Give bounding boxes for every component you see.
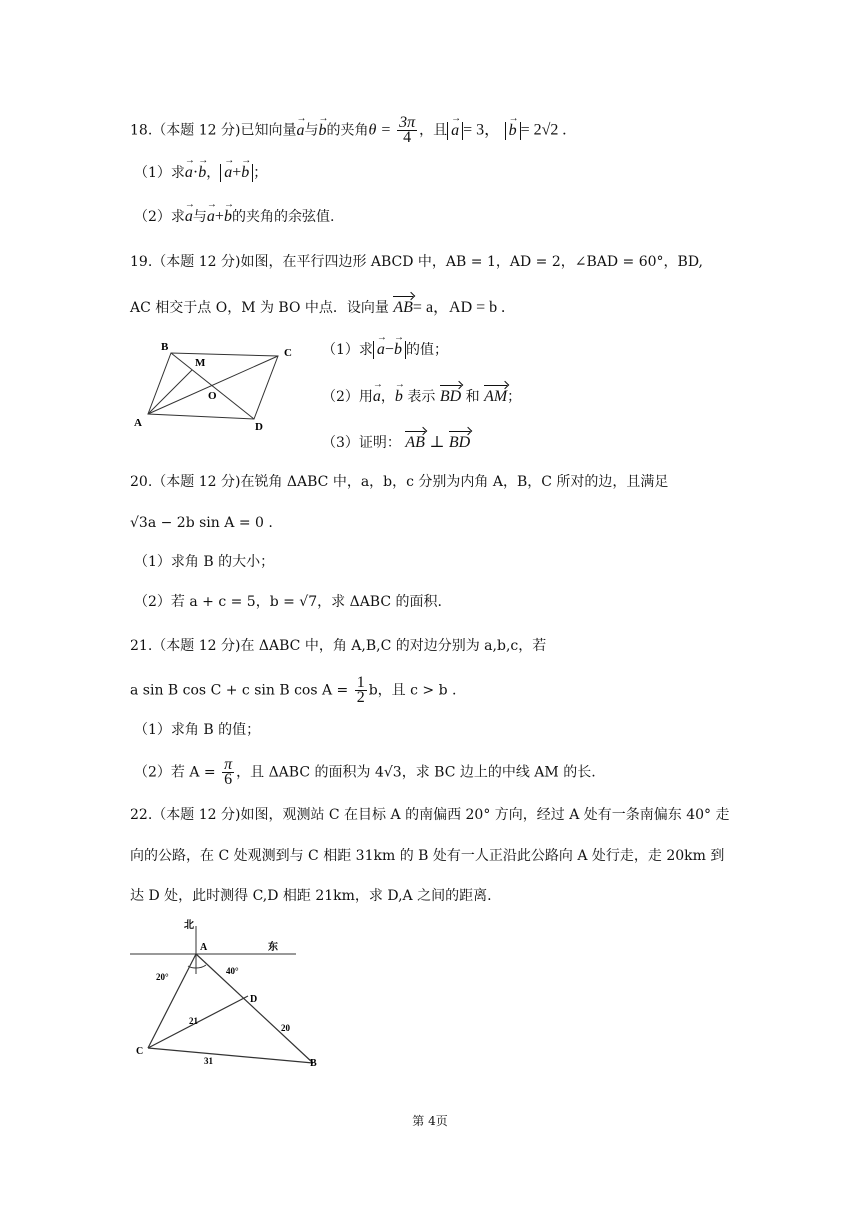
segment-AM bbox=[148, 370, 192, 414]
label-length-DB: 20 bbox=[281, 1023, 290, 1033]
q20-line1: 20.（本题 12 分)在锐角 ΔABC 中，a，b，c 分别为内角 A，B，C 所对的边，且满足 bbox=[130, 474, 669, 490]
q19-part1: （1）求→ a−→ b 的值； bbox=[322, 340, 448, 360]
q19-part3: （3）证明： AB ⊥ BD bbox=[322, 434, 471, 451]
vector-BD: BD bbox=[439, 388, 462, 405]
label-angle-40: 40° bbox=[226, 966, 239, 976]
q19-line1: 19.（本题 12 分)如图，在平行四边形 ABCD 中，AB = 1，AD = 2，∠BAD = 60°，BD, bbox=[130, 254, 704, 270]
theta-label: θ = bbox=[368, 121, 396, 139]
q21-part2: （2）若 A = $\frac{\pi}{6}$ ，且 ΔABC 的面积为 4√3，求 BC 边上的中线 AM 的长. bbox=[134, 756, 596, 788]
label-length-CB: 31 bbox=[204, 1056, 213, 1066]
label-north: 北 bbox=[184, 920, 194, 931]
label-angle-20: 20° bbox=[156, 972, 169, 982]
q20-line2: √3a − 2b sin A = 0 . bbox=[130, 515, 273, 531]
vector-b: → b bbox=[318, 121, 326, 141]
label-B: B bbox=[310, 1058, 317, 1069]
segment-CD bbox=[148, 996, 248, 1048]
label-D: D bbox=[250, 994, 258, 1005]
q19-part2: （2）用→ a，→ b 表示 BD 和 AM； bbox=[322, 387, 521, 407]
road-AB bbox=[196, 954, 313, 1063]
vector-AB: AB bbox=[393, 299, 413, 316]
label-length-CD: 21 bbox=[189, 1016, 198, 1026]
q20-part2: （2）若 a + c = 5，b = √7，求 ΔABC 的面积. bbox=[134, 594, 442, 610]
abs-a-plus-b: → a+→ b bbox=[220, 164, 253, 182]
vector-AM: AM bbox=[484, 388, 508, 405]
q22-line2: 向的公路，在 C 处观测到与 C 相距 31km 的 B 处有一人正沿此公路向 A 处行走，走 20km 到 bbox=[130, 848, 725, 864]
label-O: O bbox=[208, 390, 217, 402]
parallelogram-figure bbox=[128, 336, 308, 436]
label-M: M bbox=[195, 357, 206, 369]
label-C: C bbox=[136, 1046, 144, 1057]
q18-line1: 18.（本题 12 分)已知向量→ a与→ b的夹角θ = $\frac{3\pi}{4}$ ，且→ a = 3， → b = 2√2 . bbox=[130, 116, 566, 145]
diagonal-BD bbox=[171, 353, 254, 419]
q21-line2: a sin B cos C + c sin B cos A = $\frac{1}{2}$ b，且 c > b . bbox=[130, 674, 457, 706]
q22-line1: 22.（本题 12 分)如图，观测站 C 在目标 A 的南偏西 20° 方向，经过 A 处有一条南偏东 40° 走 bbox=[130, 807, 730, 823]
label-east: 东 bbox=[268, 942, 278, 953]
diagonal-AC bbox=[148, 356, 278, 414]
page-number: 第 4页 bbox=[412, 1114, 448, 1128]
pi-over-6: $\frac{\pi}{6}$ bbox=[224, 756, 233, 788]
q22-line3: 达 D 处，此时测得 C,D 相距 21km，求 D,A 之间的距离. bbox=[130, 888, 492, 904]
vector-a: → a bbox=[296, 121, 304, 141]
segment-CB bbox=[148, 1048, 313, 1063]
abs-b: → b bbox=[505, 122, 521, 140]
angle-arc-40 bbox=[196, 965, 206, 968]
theta-fraction: $\frac{3\pi}{4}$ bbox=[399, 114, 416, 146]
label-D: D bbox=[255, 421, 263, 433]
segment-AC bbox=[148, 954, 196, 1048]
q20-part1: （1）求角 B 的大小； bbox=[134, 554, 275, 570]
half-fraction: $\frac{1}{2}$ bbox=[356, 674, 365, 706]
q19-line2: AC 相交于点 O，M 为 BO 中点．设向量 AB= a，AD = b . bbox=[130, 299, 506, 316]
label-B: B bbox=[161, 341, 169, 353]
abs-a: → a bbox=[447, 122, 463, 140]
q21-line1: 21.（本题 12 分)在 ΔABC 中，角 A,B,C 的对边分别为 a,b,c，若 bbox=[130, 638, 547, 654]
observation-figure bbox=[128, 916, 328, 1076]
q18-part2: （2）求→ a与→ a+→ b的夹角的余弦值. bbox=[134, 207, 334, 227]
abs-a-minus-b: → a−→ b bbox=[373, 341, 406, 359]
label-A: A bbox=[134, 417, 142, 429]
q18-part1: （1）求→ a·→ b，→ a+→ b ； bbox=[134, 163, 267, 183]
label-A: A bbox=[200, 942, 208, 953]
label-C: C bbox=[284, 347, 292, 359]
q21-part1: （1）求角 B 的值； bbox=[134, 722, 261, 738]
